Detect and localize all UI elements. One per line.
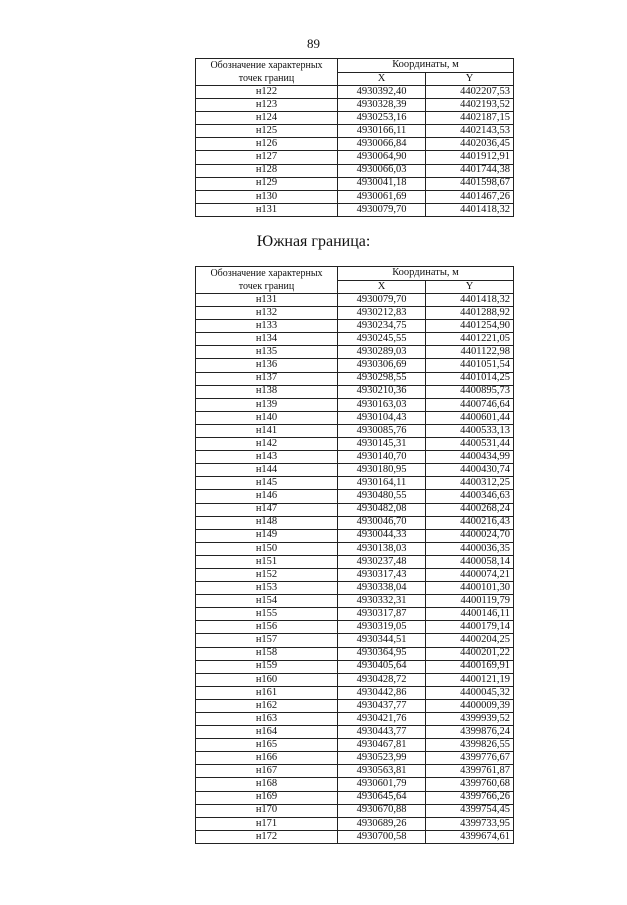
y-cell: 4400119,79 [426,595,514,608]
table-row [196,125,514,138]
point-cell: н140 [196,411,338,424]
y-column-header: Y [426,280,514,294]
y-cell: 4401221,05 [426,333,514,346]
point-cell: н171 [196,817,338,830]
page-number: 89 [307,36,320,51]
point-cell: н137 [196,372,338,385]
x-cell: 4930289,03 [338,346,426,359]
point-cell: н138 [196,385,338,398]
x-cell: 4930437,77 [338,699,426,712]
x-column-header: X [338,72,426,86]
table-row [196,398,514,411]
table-body [196,86,514,217]
x-cell: 4930392,40 [338,86,426,99]
table-row [196,739,514,752]
y-cell: 4400024,70 [426,529,514,542]
y-cell: 4401418,32 [426,294,514,307]
y-cell: 4399766,26 [426,791,514,804]
point-cell: н153 [196,582,338,595]
coordinates-header: Координаты, м [338,267,514,281]
x-cell: 4930234,75 [338,320,426,333]
table-row [196,542,514,555]
y-cell: 4400312,25 [426,477,514,490]
y-cell: 4401122,98 [426,346,514,359]
table-row [196,503,514,516]
table-row [196,699,514,712]
table-row [196,451,514,464]
point-cell: н134 [196,333,338,346]
x-cell: 4930328,39 [338,99,426,112]
x-cell: 4930044,33 [338,529,426,542]
point-cell: н149 [196,529,338,542]
table-row [196,438,514,451]
x-cell: 4930482,08 [338,503,426,516]
table-row [196,673,514,686]
table-row [196,634,514,647]
point-cell: н167 [196,765,338,778]
point-cell: н146 [196,490,338,503]
y-cell: 4399754,45 [426,804,514,817]
y-cell: 4400346,63 [426,490,514,503]
y-cell: 4399733,95 [426,817,514,830]
table-row [196,359,514,372]
table-row [196,112,514,125]
x-cell: 4930480,55 [338,490,426,503]
point-cell: н132 [196,307,338,320]
point-cell: н148 [196,516,338,529]
y-cell: 4399939,52 [426,713,514,726]
x-cell: 4930319,05 [338,621,426,634]
point-cell: н130 [196,190,338,203]
point-cell: н129 [196,177,338,190]
table-row [196,765,514,778]
table-row [196,752,514,765]
x-cell: 4930428,72 [338,673,426,686]
point-cell: н144 [196,464,338,477]
table-row [196,621,514,634]
table-row [196,726,514,739]
table-row [196,203,514,216]
table-row [196,333,514,346]
table-row [196,464,514,477]
table-row [196,138,514,151]
x-cell: 4930066,84 [338,138,426,151]
x-cell: 4930066,03 [338,164,426,177]
table-row [196,411,514,424]
x-cell: 4930061,69 [338,190,426,203]
y-cell: 4402207,53 [426,86,514,99]
table-body [196,294,514,844]
x-cell: 4930338,04 [338,582,426,595]
table-row [196,477,514,490]
point-cell: н141 [196,424,338,437]
x-cell: 4930364,95 [338,647,426,660]
point-cell: н165 [196,739,338,752]
x-cell: 4930145,31 [338,438,426,451]
y-cell: 4400204,25 [426,634,514,647]
x-cell: 4930166,11 [338,125,426,138]
x-cell: 4930317,43 [338,568,426,581]
table-row [196,424,514,437]
x-cell: 4930041,18 [338,177,426,190]
y-cell: 4401467,26 [426,190,514,203]
x-cell: 4930210,36 [338,385,426,398]
x-cell: 4930104,43 [338,411,426,424]
y-cell: 4402143,53 [426,125,514,138]
point-cell: н160 [196,673,338,686]
table-row [196,516,514,529]
x-cell: 4930601,79 [338,778,426,791]
point-cell: н122 [196,86,338,99]
table-row [196,346,514,359]
coordinates-header: Координаты, м [338,59,514,73]
y-cell: 4399761,87 [426,765,514,778]
y-cell: 4400101,30 [426,582,514,595]
y-cell: 4401418,32 [426,203,514,216]
point-cell: н159 [196,660,338,673]
table-row [196,307,514,320]
table-row [196,294,514,307]
x-cell: 4930443,77 [338,726,426,739]
point-cell: н164 [196,726,338,739]
x-cell: 4930237,48 [338,555,426,568]
point-cell: н151 [196,555,338,568]
y-cell: 4400268,24 [426,503,514,516]
y-cell: 4399674,61 [426,830,514,843]
y-cell: 4400430,74 [426,464,514,477]
y-cell: 4400036,35 [426,542,514,555]
point-cell: н155 [196,608,338,621]
point-cell: н123 [196,99,338,112]
y-cell: 4400121,19 [426,673,514,686]
point-cell: н161 [196,686,338,699]
table-row [196,647,514,660]
y-cell: 4400074,21 [426,568,514,581]
coordinates-table-2 [195,266,514,844]
table-row [196,660,514,673]
x-cell: 4930140,70 [338,451,426,464]
x-cell: 4930700,58 [338,830,426,843]
x-column-header: X [338,280,426,294]
y-cell: 4401254,90 [426,320,514,333]
y-cell: 4399876,24 [426,726,514,739]
table-row [196,568,514,581]
point-cell: н163 [196,713,338,726]
x-cell: 4930245,55 [338,333,426,346]
y-cell: 4400058,14 [426,555,514,568]
x-cell: 4930467,81 [338,739,426,752]
point-cell: н158 [196,647,338,660]
point-column-header: Обозначение характерных точек границ [196,267,338,294]
y-cell: 4400146,11 [426,608,514,621]
y-cell: 4399760,68 [426,778,514,791]
y-cell: 4400009,39 [426,699,514,712]
y-cell: 4400201,22 [426,647,514,660]
point-cell: н147 [196,503,338,516]
section-title: Южная граница: [256,233,371,250]
point-cell: н168 [196,778,338,791]
y-column-header: Y [426,72,514,86]
x-cell: 4930298,55 [338,372,426,385]
x-cell: 4930563,81 [338,765,426,778]
x-cell: 4930079,70 [338,203,426,216]
point-cell: н154 [196,595,338,608]
y-cell: 4400045,32 [426,686,514,699]
table-row [196,804,514,817]
table-row [196,86,514,99]
y-cell: 4401744,38 [426,164,514,177]
x-cell: 4930212,83 [338,307,426,320]
table-row [196,791,514,804]
y-cell: 4400216,43 [426,516,514,529]
y-cell: 4399826,55 [426,739,514,752]
point-cell: н143 [196,451,338,464]
table-row [196,385,514,398]
table-row [196,830,514,843]
x-cell: 4930670,88 [338,804,426,817]
x-cell: 4930138,03 [338,542,426,555]
x-cell: 4930421,76 [338,713,426,726]
x-cell: 4930046,70 [338,516,426,529]
point-cell: н124 [196,112,338,125]
x-cell: 4930164,11 [338,477,426,490]
table-row [196,529,514,542]
x-cell: 4930645,64 [338,791,426,804]
point-cell: н152 [196,568,338,581]
y-cell: 4400179,14 [426,621,514,634]
point-cell: н133 [196,320,338,333]
y-cell: 4401598,67 [426,177,514,190]
table-row [196,817,514,830]
point-cell: н136 [196,359,338,372]
table-row [196,320,514,333]
point-cell: н139 [196,398,338,411]
point-cell: н166 [196,752,338,765]
table-row [196,582,514,595]
y-cell: 4402187,15 [426,112,514,125]
y-cell: 4400169,91 [426,660,514,673]
y-cell: 4400531,44 [426,438,514,451]
x-cell: 4930163,03 [338,398,426,411]
y-cell: 4401912,91 [426,151,514,164]
y-cell: 4400601,44 [426,411,514,424]
point-cell: н172 [196,830,338,843]
x-cell: 4930085,76 [338,424,426,437]
x-cell: 4930079,70 [338,294,426,307]
table-row [196,555,514,568]
point-cell: н135 [196,346,338,359]
table-row [196,778,514,791]
table-row [196,490,514,503]
point-cell: н169 [196,791,338,804]
table-row [196,372,514,385]
point-cell: н131 [196,294,338,307]
point-cell: н156 [196,621,338,634]
x-cell: 4930689,26 [338,817,426,830]
table-row [196,151,514,164]
x-cell: 4930405,64 [338,660,426,673]
x-cell: 4930523,99 [338,752,426,765]
point-cell: н157 [196,634,338,647]
y-cell: 4401051,54 [426,359,514,372]
point-cell: н162 [196,699,338,712]
y-cell: 4402193,52 [426,99,514,112]
coordinates-table-1 [195,58,514,217]
point-cell: н125 [196,125,338,138]
table-row [196,713,514,726]
y-cell: 4401288,92 [426,307,514,320]
x-cell: 4930064,90 [338,151,426,164]
point-cell: н128 [196,164,338,177]
x-cell: 4930306,69 [338,359,426,372]
point-cell: н145 [196,477,338,490]
x-cell: 4930317,87 [338,608,426,621]
y-cell: 4400533,13 [426,424,514,437]
table-row [196,99,514,112]
y-cell: 4401014,25 [426,372,514,385]
x-cell: 4930344,51 [338,634,426,647]
table-row [196,190,514,203]
x-cell: 4930253,16 [338,112,426,125]
x-cell: 4930332,31 [338,595,426,608]
table-row [196,164,514,177]
table-row [196,177,514,190]
x-cell: 4930180,95 [338,464,426,477]
point-column-header: Обозначение характерных точек границ [196,59,338,86]
y-cell: 4400434,99 [426,451,514,464]
x-cell: 4930442,86 [338,686,426,699]
point-cell: н142 [196,438,338,451]
y-cell: 4402036,45 [426,138,514,151]
point-cell: н126 [196,138,338,151]
point-cell: н150 [196,542,338,555]
point-cell: н127 [196,151,338,164]
y-cell: 4399776,67 [426,752,514,765]
table-row [196,608,514,621]
point-cell: н170 [196,804,338,817]
y-cell: 4400746,64 [426,398,514,411]
y-cell: 4400895,73 [426,385,514,398]
point-cell: н131 [196,203,338,216]
table-row [196,686,514,699]
table-row [196,595,514,608]
